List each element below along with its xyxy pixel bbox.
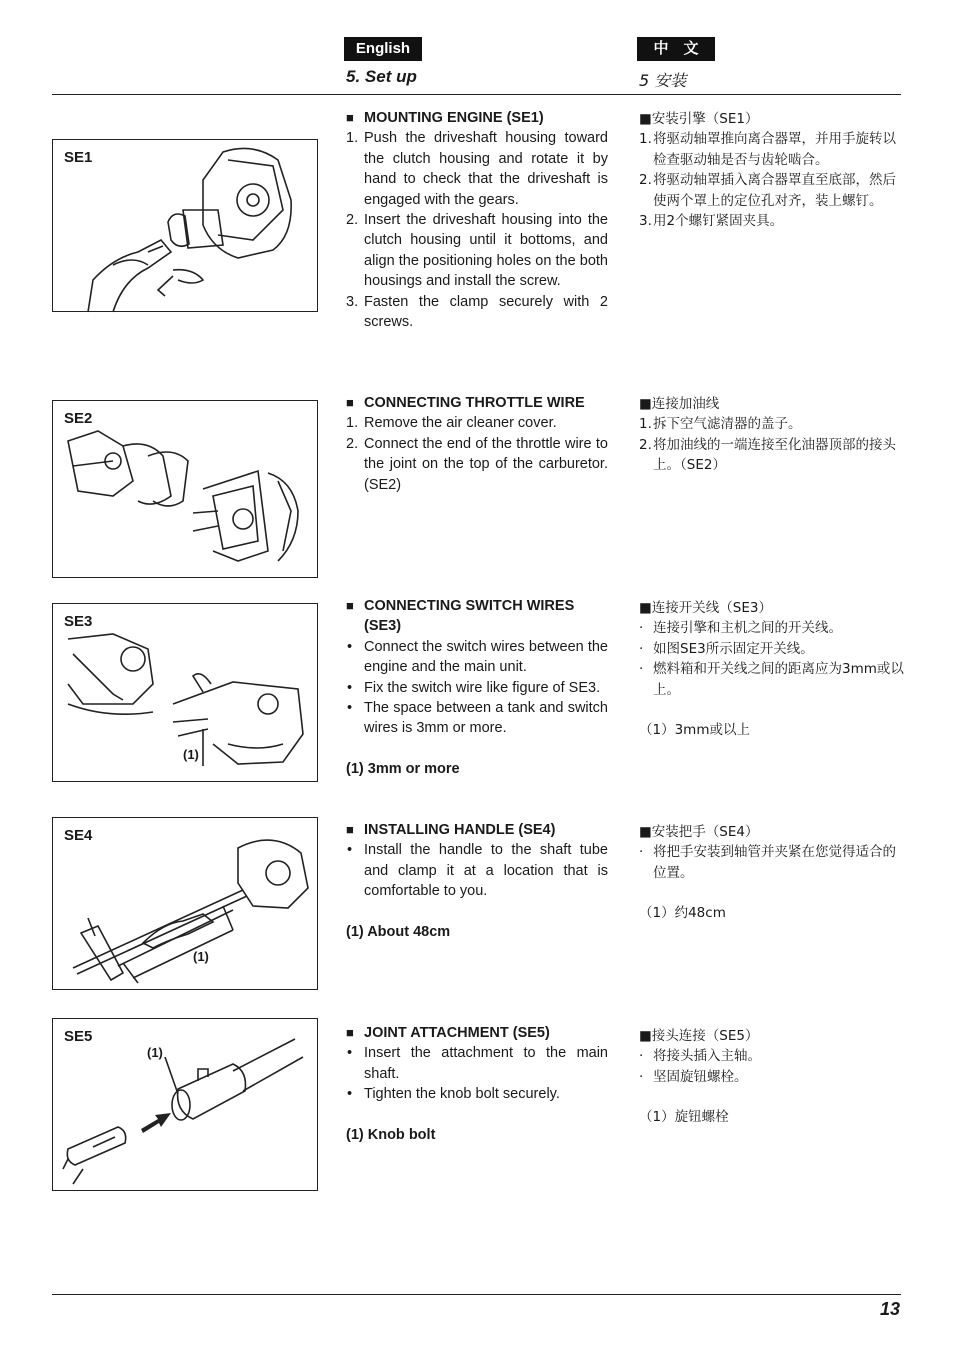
figure-se3 [52,603,318,782]
callout-label: (1) [183,747,199,762]
list-item: 2. 将加油线的一端连接至化油器顶部的接头上。（SE2） [639,436,896,474]
figure-label: SE1 [64,149,93,166]
list-item: · 连接引擎和主机之间的开关线。 [639,620,842,637]
footer-rule [52,1294,901,1295]
list-item: · 燃料箱和开关线之间的距离应为3mm或以上。 [639,661,904,698]
figure-se5 [52,1018,318,1191]
callout-label: (1) [147,1045,163,1060]
list-item: • Install the handle to the shaft tube and clamp it at a location that is comfortable to you. [346,840,608,901]
list-item: · 将接头插入主轴。 [639,1048,761,1065]
zh-heading: ■接头连接（SE5） [639,1028,759,1044]
list-item: 1. 将驱动轴罩推向离合器罩，并用手旋转以检查驱动轴是否与齿轮啮合。 [639,131,896,168]
figure-label: SE5 [64,1028,93,1045]
list-item: 2. Connect the end of the throttle wire to the joint on the top of the carburetor. (SE2) [346,435,608,493]
list-item: 2. Insert the driveshaft housing into the clutch housing until it bottoms, and align the positioning holes on the both housings and install the screw. [346,212,608,290]
list-item: · 将把手安装到轴管并夹紧在您觉得适合的位置。 [639,844,896,881]
list-item: • Fix the switch wire like figure of SE3. [346,678,608,698]
zh-section-installing-handle [639,822,907,924]
list-item: 2. 将驱动轴罩插入离合器罩直至底部，然后使两个罩上的定位孔对齐，装上螺钉。 [639,172,896,209]
figure-note: （1）约48cm [639,905,726,922]
figure-se1 [52,139,318,312]
callout-label: (1) [193,949,209,964]
handle-installation-illustration [53,818,319,991]
zh-heading: ■连接加油线 [639,396,720,412]
en-section-installing-handle [346,820,608,942]
section-title-zh: 5 安装 [639,71,687,90]
zh-heading: ■连接开关线（SE3） [639,600,772,616]
zh-section-throttle-wire [639,394,907,476]
zh-section-joint-attachment [639,1026,907,1128]
list-item: 1. Push the driveshaft housing toward the clutch housing and rotate it by hand to check that the driveshaft is engaged with the gears. [346,130,608,208]
en-heading: ■ INSTALLING HANDLE (SE4) [346,820,608,840]
list-item: · 如图SE3所示固定开关线。 [639,640,814,657]
engine-mounting-illustration [53,140,319,313]
en-heading: ■ CONNECTING SWITCH WIRES (SE3) [346,596,608,637]
en-section-throttle-wire [346,393,608,495]
zh-heading: ■安装把手（SE4） [639,824,759,840]
zh-section-mounting-engine [639,109,907,231]
throttle-wire-illustration [53,401,319,579]
list-item: • Tighten the knob bolt securely. [346,1084,608,1104]
figure-se4 [52,817,318,990]
figure-note: (1) About 48cm [346,923,451,940]
en-heading: ■ MOUNTING ENGINE (SE1) [346,108,608,128]
zh-heading: ■安装引擎（SE1） [639,111,759,127]
figure-label: SE3 [64,613,93,630]
header-rule [52,94,901,95]
list-item: 3. Fasten the clamp securely with 2 screws. [346,293,608,331]
figure-label: SE2 [64,410,93,427]
list-item: 3. 用2个螺钉紧固夹具。 [639,213,784,230]
chinese-badge: 中 文 [637,37,715,61]
en-section-mounting-engine [346,108,608,332]
section-title-en: 5. Set up [346,67,417,86]
list-item: • Insert the attachment to the main shaft. [346,1043,608,1084]
list-item: • The space between a tank and switch wires is 3mm or more. [346,698,608,739]
figure-se2 [52,400,318,578]
list-item: 1. Remove the air cleaner cover. [346,415,557,432]
list-item: · 坚固旋钮螺栓。 [639,1068,748,1085]
list-item: 1. 拆下空气滤清器的盖子。 [639,416,802,433]
figure-note: （1）3mm或以上 [639,722,750,739]
figure-label: SE4 [64,827,93,844]
figure-note: （1）旋钮螺栓 [639,1109,729,1126]
figure-note: (1) Knob bolt [346,1126,436,1143]
list-item: • Connect the switch wires between the engine and the main unit. [346,637,608,678]
figure-note: (1) 3mm or more [346,760,460,777]
switch-wires-illustration [53,604,319,783]
en-section-switch-wires [346,596,608,779]
en-heading: ■ CONNECTING THROTTLE WIRE [346,393,608,413]
english-badge: English [344,37,422,61]
en-section-joint-attachment [346,1023,608,1145]
joint-attachment-illustration [53,1019,319,1192]
en-heading: ■ JOINT ATTACHMENT (SE5) [346,1023,608,1043]
zh-section-switch-wires [639,598,907,740]
page-number: 13 [879,1299,900,1319]
